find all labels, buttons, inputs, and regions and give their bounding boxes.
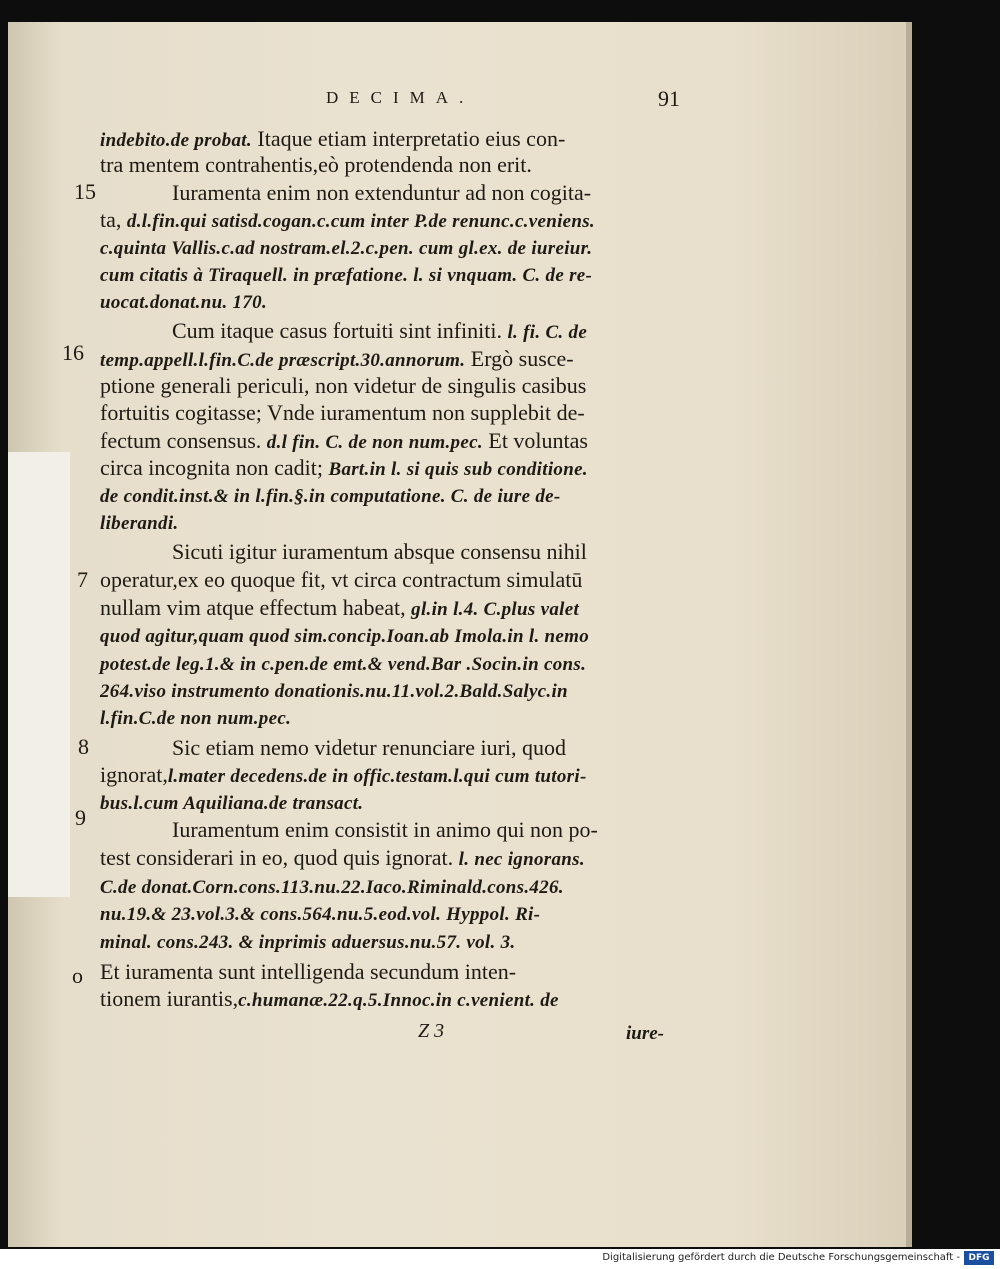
body-text: Cum itaque casus fortuiti sint infiniti.	[172, 318, 508, 343]
body-text: Et iuramenta sunt intelligenda secundum inten-	[100, 959, 517, 984]
text-line	[100, 482, 561, 510]
text-line	[100, 704, 291, 732]
body-text: ta,	[100, 207, 127, 232]
body-text: tionem iurantis,	[100, 986, 239, 1011]
body-text: ptione generali periculi, non videtur de singulis casibus	[100, 373, 587, 398]
body-text: nullam vim atque effectum habeat,	[100, 595, 412, 620]
citation-text: l. fi. C. de	[507, 322, 588, 343]
citation-text: uocat.donat.nu. 170.	[100, 292, 268, 313]
text-line	[172, 735, 566, 761]
citation-text: potest.de leg.1.& in c.pen.de emt.& vend.Bar .Socin.in cons.	[100, 654, 587, 675]
citation-text: Bart.in l. si quis sub conditione.	[328, 459, 588, 480]
citation-text: quod agitur,quam quod sim.concip.Ioan.ab Imola.in l. nemo	[100, 626, 590, 647]
text-line	[100, 762, 587, 790]
citation-text: bus.l.cum Aquiliana.de transact.	[100, 793, 364, 814]
text-line	[100, 346, 574, 374]
body-text: tra mentem contrahentis,eò protendenda non erit.	[100, 152, 532, 177]
margin-number: 16	[62, 340, 84, 365]
citation-text: d.l.fin.qui satisd.cogan.c.cum inter P.de renunc.c.veniens.	[126, 211, 595, 232]
citation-text: gl.in l.4. C.plus valet	[411, 599, 580, 620]
citation-text: cum citatis à Tiraquell. in præfatione. l. si vnquam. C. de re-	[100, 265, 593, 286]
citation-text: 264.viso instrumento donationis.nu.11.vol.2.Bald.Salyc.in	[100, 681, 568, 702]
body-text: test considerari in eo, quod quis ignorat.	[100, 845, 459, 870]
citation-text: de condit.inst.& in l.fin.§.in computatione. C. de iure de-	[100, 486, 561, 507]
citation-text: l.fin.C.de non num.pec.	[100, 708, 292, 729]
text-line	[100, 126, 565, 154]
citation-text: temp.appell.l.fin.C.de præscript.30.annorum.	[100, 350, 466, 371]
text-line	[100, 234, 592, 262]
text-line	[100, 400, 585, 426]
text-line	[100, 455, 588, 483]
text-line	[100, 986, 559, 1014]
body-text: fectum consensus.	[100, 428, 267, 453]
body-text: Sic etiam nemo videtur renunciare iuri, quod	[172, 735, 567, 760]
margin-number: 15	[74, 179, 96, 204]
citation-text: l.mater decedens.de in offic.testam.l.qui cum tutori-	[167, 766, 587, 787]
body-text: circa incognita non cadit;	[100, 455, 329, 480]
text-line	[172, 318, 587, 346]
signature-mark: Z 3	[418, 1020, 445, 1042]
margin-number: 7	[77, 567, 88, 592]
citation-text: d.l fin. C. de non num.pec.	[266, 432, 483, 453]
citation-text: nu.19.& 23.vol.3.& cons.564.nu.5.eod.vol. Hyppol. Ri-	[100, 904, 541, 925]
citation-text: C.de donat.Corn.cons.113.nu.22.Iaco.Riminald.cons.426.	[100, 877, 564, 898]
citation-text: indebito.de probat.	[100, 130, 252, 151]
text-line	[172, 539, 587, 565]
text-line	[172, 817, 598, 843]
body-text: operatur,ex eo quoque fit, vt circa contractum simulatū	[100, 567, 583, 592]
margin-number: 8	[78, 734, 89, 759]
catchword: iure-	[626, 1023, 664, 1044]
margin-number: 9	[75, 805, 86, 830]
text-line	[100, 152, 532, 178]
text-line	[100, 567, 582, 593]
text-line	[100, 622, 589, 650]
body-text: Ergò susce-	[465, 346, 574, 371]
text-line	[100, 789, 363, 817]
body-text: Itaque etiam interpretatio eius con-	[251, 126, 566, 151]
text-line	[100, 928, 515, 956]
text-line	[100, 288, 267, 316]
body-text: Iuramentum enim consistit in animo qui non po-	[172, 817, 598, 842]
running-head: DECIMA.	[326, 88, 475, 107]
text-line	[100, 428, 588, 456]
text-line	[100, 373, 586, 399]
text-line	[100, 509, 178, 537]
text-line	[172, 180, 591, 206]
text-line	[100, 595, 579, 623]
text-line	[100, 900, 540, 928]
body-text: Sicuti igitur iuramentum absque consensu nihil	[172, 539, 587, 564]
paper-tab	[8, 452, 70, 897]
text-line	[100, 207, 595, 235]
text-line	[100, 873, 564, 901]
text-line	[100, 677, 568, 705]
footer-credit: Digitalisierung gefördert durch die Deutsche Forschungsgemeinschaft -	[602, 1252, 960, 1263]
citation-text: c.quinta Vallis.c.ad nostram.el.2.c.pen. cum gl.ex. de iureiur.	[100, 238, 593, 259]
citation-text: liberandi.	[100, 513, 179, 534]
footer-bar	[0, 1249, 1000, 1269]
dfg-logo-icon: DFG	[964, 1251, 994, 1265]
body-text: Et voluntas	[482, 428, 588, 453]
page-number: 91	[658, 86, 680, 111]
body-text: fortuitis cogitasse; Vnde iuramentum non supplebit de-	[100, 400, 585, 425]
text-line	[100, 845, 585, 873]
citation-text: l. nec ignorans.	[458, 849, 585, 870]
citation-text: minal. cons.243. & inprimis aduersus.nu.57. vol. 3.	[100, 932, 516, 953]
text-line	[100, 261, 592, 289]
body-text: ignorat,	[100, 762, 168, 787]
margin-number: o	[72, 963, 83, 988]
text-line	[100, 650, 586, 678]
text-line	[100, 959, 516, 985]
body-text: Iuramenta enim non extenduntur ad non cogita-	[172, 180, 592, 205]
citation-text: c.humanæ.22.q.5.Innoc.in c.venient. de	[238, 990, 559, 1011]
